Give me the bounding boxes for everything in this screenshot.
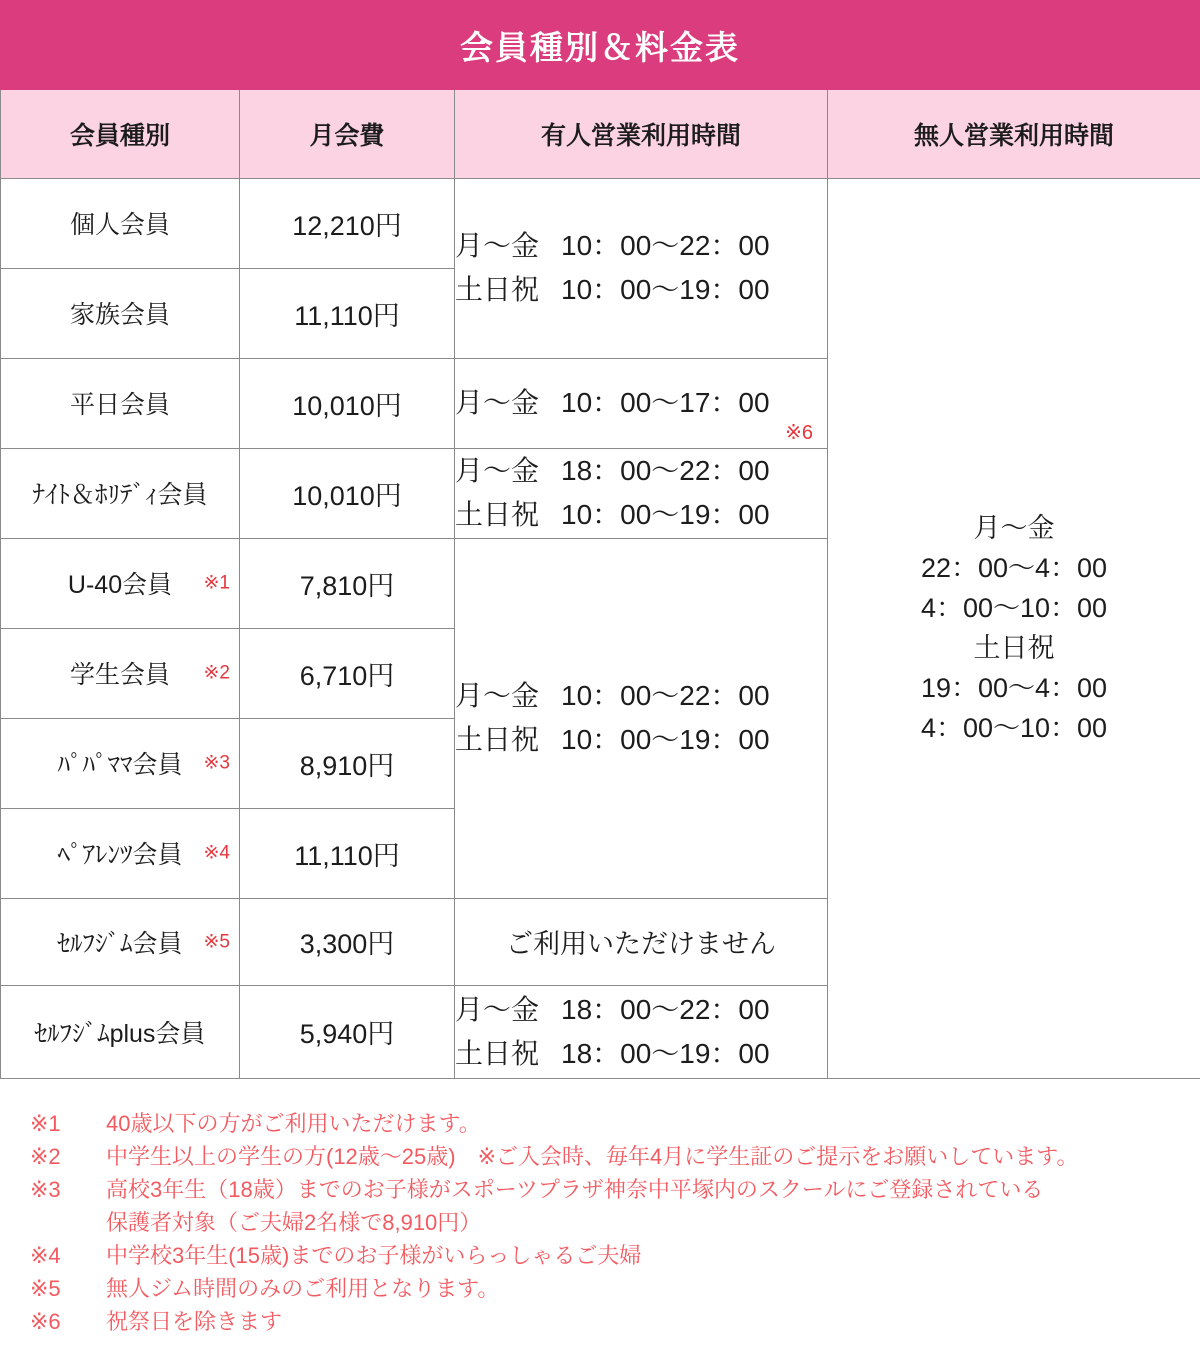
member-type-cell	[1, 178, 240, 268]
footnote-4	[30, 1239, 1180, 1272]
member-type-label: ﾅｲﾄ＆ﾎﾘﾃﾞｨ会員	[32, 481, 208, 509]
time-range: 18：00〜19：00	[561, 1037, 770, 1069]
unstaffed-line: 22：00〜4：00	[920, 553, 1108, 583]
col-header-unstaffed-hours: 無人営業利用時間	[828, 90, 1200, 178]
page-title: 会員種別＆料金表	[460, 28, 740, 66]
pricing-table	[0, 90, 1200, 1079]
time-range: 10：00〜22：00	[561, 230, 770, 261]
staffed-hours-cell	[455, 985, 828, 1078]
day-label: 月〜金	[455, 387, 540, 418]
member-type-label: 平日会員	[69, 391, 170, 419]
member-type-cell	[1, 718, 240, 808]
table-row-kojin	[1, 178, 1200, 268]
footnote-text: 40歳以下の方がご利用いただけます。	[106, 1110, 481, 1136]
footnote-mark: ※5	[30, 1275, 61, 1301]
member-type-cell	[1, 808, 240, 898]
member-type-label: 学生会員	[69, 661, 170, 689]
member-type-cell	[1, 358, 240, 448]
day-label: 月〜金	[455, 230, 540, 261]
time-range: 18：00〜22：00	[561, 993, 770, 1025]
footnote-5	[30, 1272, 1180, 1305]
monthly-fee-cell: 11,110円	[240, 808, 455, 898]
member-type-label: 家族会員	[69, 301, 170, 329]
footnote-3	[30, 1173, 1180, 1206]
member-type-cell	[1, 538, 240, 628]
day-label: 土日祝	[455, 1037, 540, 1069]
col-header-member-type: 会員種別	[1, 90, 240, 178]
day-label: 土日祝	[455, 274, 540, 305]
member-type-note: ※3	[203, 752, 230, 774]
member-type-label: 個人会員	[69, 211, 170, 239]
time-range: 10：00〜19：00	[561, 724, 770, 755]
unstaffed-line: 19：00〜4：00	[920, 673, 1108, 703]
member-type-label: ｾﾙﾌｼﾞﾑplus会員	[34, 1019, 206, 1048]
col-header-monthly-fee: 月会費	[240, 90, 455, 178]
day-label: 月〜金	[455, 455, 540, 486]
unstaffed-line: 月〜金	[973, 513, 1055, 543]
day-label: 月〜金	[455, 680, 540, 711]
header-row	[1, 90, 1200, 178]
footnote-1	[30, 1107, 1180, 1140]
monthly-fee-cell: 11,110円	[240, 268, 455, 358]
footnote-text: 中学生以上の学生の方(12歳〜25歳) ※ご入会時、毎年4月に学生証のご提示をお願いしています。	[106, 1143, 1079, 1169]
footnote-text: 祝祭日を除きます	[106, 1308, 283, 1334]
monthly-fee-cell: 3,300円	[240, 898, 455, 985]
title-banner	[0, 0, 1200, 90]
member-type-label: ﾍﾟｱﾚﾝﾂ会員	[57, 841, 183, 869]
monthly-fee-cell: 10,010円	[240, 448, 455, 538]
member-type-cell	[1, 898, 240, 985]
member-type-note: ※4	[203, 842, 230, 864]
staffed-hours-cell: ご利用いただけません	[455, 898, 828, 985]
member-type-note: ※1	[203, 572, 230, 594]
monthly-fee-cell: 7,810円	[240, 538, 455, 628]
footnote-3-continued	[30, 1206, 1180, 1239]
member-type-cell	[1, 985, 240, 1078]
footnote-6	[30, 1305, 1180, 1338]
footnote-mark: ※1	[30, 1110, 61, 1136]
member-type-cell	[1, 628, 240, 718]
footnotes	[0, 1079, 1200, 1338]
monthly-fee-cell: 8,910円	[240, 718, 455, 808]
footnote-2	[30, 1140, 1180, 1173]
member-type-label: U-40会員	[67, 571, 173, 599]
time-range: 10：00〜22：00	[561, 680, 770, 711]
time-range: 10：00〜19：00	[561, 499, 770, 530]
col-header-staffed-hours: 有人営業利用時間	[455, 90, 828, 178]
unstaffed-hours-cell	[828, 178, 1200, 1078]
footnote-mark: ※4	[30, 1242, 61, 1268]
footnote-mark: ※6	[30, 1308, 61, 1334]
footnote-text: 高校3年生（18歳）までのお子様がスポーツプラザ神奈中平塚内のスクールにご登録されている	[106, 1176, 1044, 1202]
member-type-note: ※2	[203, 662, 230, 684]
monthly-fee-cell: 5,940円	[240, 985, 455, 1078]
member-type-label: ﾊﾟﾊﾟﾏﾏ会員	[57, 751, 183, 779]
member-type-note: ※5	[203, 931, 230, 952]
staffed-hours-cell	[455, 358, 828, 448]
time-range: 10：00〜17：00	[561, 387, 770, 418]
footnote-text: 保護者対象（ご夫婦2名様で8,910円）	[106, 1209, 482, 1235]
monthly-fee-cell: 12,210円	[240, 178, 455, 268]
unstaffed-line: 4：00〜10：00	[920, 593, 1108, 623]
time-range: 18：00〜22：00	[561, 455, 770, 486]
footnote-text: 中学校3年生(15歳)までのお子様がいらっしゃるご夫婦	[106, 1242, 642, 1268]
member-type-cell	[1, 268, 240, 358]
unstaffed-line: 土日祝	[973, 633, 1055, 663]
footnote-mark: ※2	[30, 1143, 61, 1169]
monthly-fee-cell: 10,010円	[240, 358, 455, 448]
day-label: 月〜金	[455, 993, 540, 1025]
staffed-hours-cell	[455, 178, 828, 358]
day-label: 土日祝	[455, 724, 540, 755]
day-label: 土日祝	[455, 499, 540, 530]
staffed-hours-cell	[455, 448, 828, 538]
footnote-mark: ※3	[30, 1176, 61, 1202]
cell-footnote-mark: ※6	[785, 421, 813, 444]
time-range: 10：00〜19：00	[561, 274, 770, 305]
member-type-cell	[1, 448, 240, 538]
staffed-hours-cell	[455, 538, 828, 898]
footnote-text: 無人ジム時間のみのご利用となります。	[106, 1275, 500, 1301]
unstaffed-line: 4：00〜10：00	[920, 713, 1108, 743]
member-type-label: ｾﾙﾌｼﾞﾑ会員	[57, 929, 183, 958]
monthly-fee-cell: 6,710円	[240, 628, 455, 718]
